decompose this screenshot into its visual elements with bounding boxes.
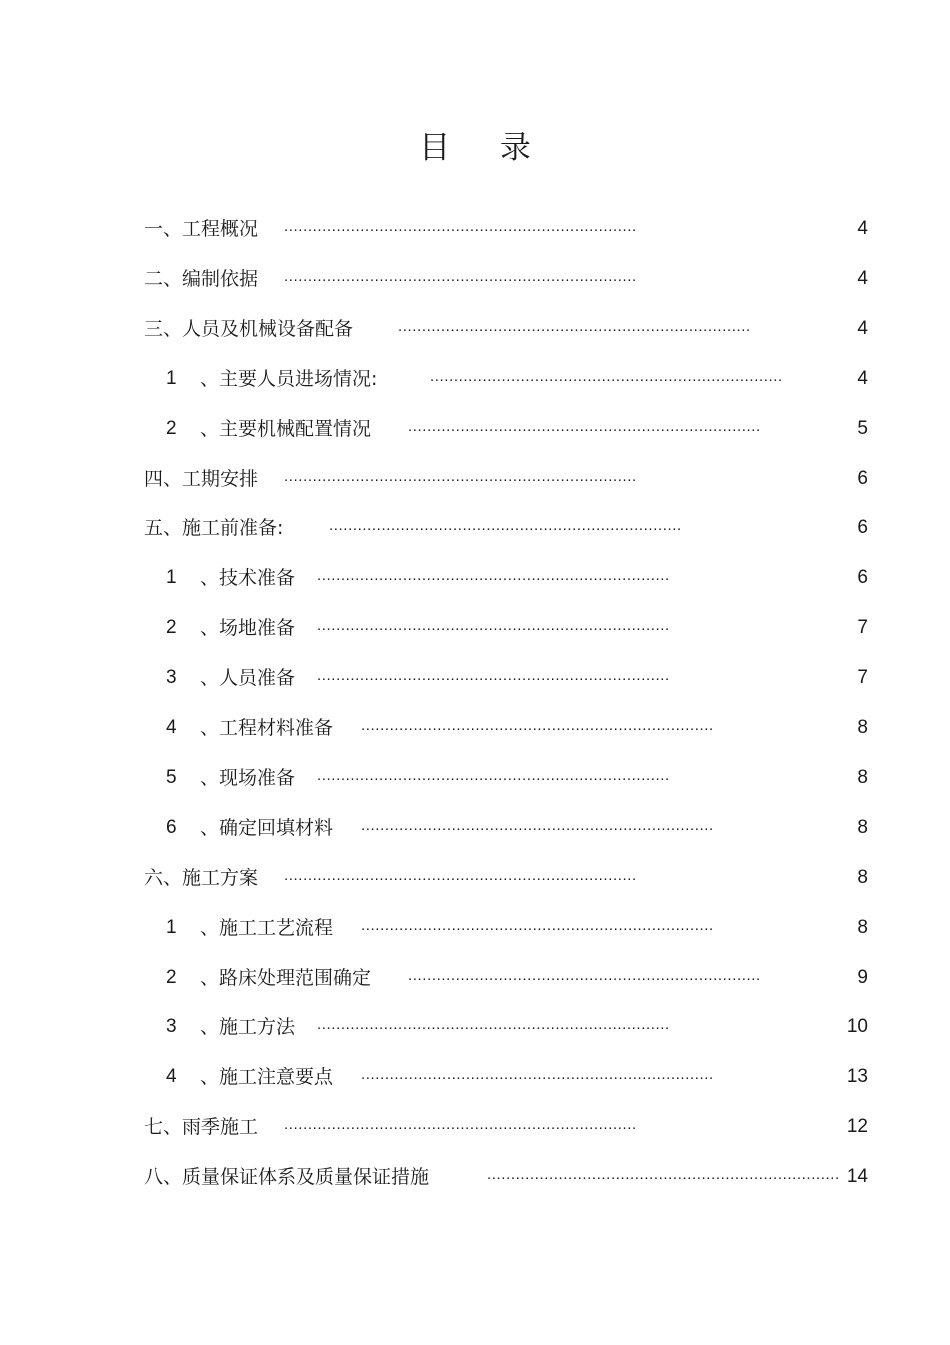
dot-leader: .......................................................................... [317, 667, 670, 684]
toc-entry-page: 8 [857, 717, 868, 738]
toc-title: 目 录 [419, 130, 551, 166]
toc-entry[interactable] [0, 763, 950, 793]
toc-entry[interactable] [0, 663, 950, 693]
dot-leader: .......................................................................... [408, 418, 761, 435]
toc-entry-page: 8 [857, 917, 868, 938]
toc-entry-page: 14 [846, 1166, 868, 1187]
toc-entry-label: 、场地准备 [200, 617, 296, 639]
toc-entry-page: 10 [846, 1016, 868, 1037]
toc-entry-page: 6 [857, 567, 868, 588]
toc-entry-label: 二、编制依据 [144, 268, 259, 290]
toc-entry-number: 3 [166, 1016, 177, 1037]
toc-entry-number: 4 [166, 717, 177, 738]
dot-leader: .......................................................................... [361, 717, 714, 734]
toc-entry-page: 6 [857, 517, 868, 538]
dot-leader: .......................................................................... [329, 517, 682, 534]
toc-entry-label: 、施工注意要点 [200, 1066, 334, 1088]
toc-entry-page: 4 [857, 318, 868, 339]
toc-entry-number: 6 [166, 817, 177, 838]
toc-entry-page: 4 [857, 268, 868, 289]
dot-leader: .......................................................................... [317, 617, 670, 634]
toc-entry-label: 六、施工方案 [144, 867, 259, 889]
dot-leader: .......................................................................... [361, 917, 714, 934]
dot-leader: .......................................................................... [361, 1066, 714, 1083]
dot-leader: .......................................................................... [284, 1116, 637, 1133]
toc-entry[interactable] [0, 314, 950, 344]
toc-entry-page: 12 [846, 1116, 868, 1137]
toc-entry-number: 4 [166, 1066, 177, 1087]
toc-entry[interactable] [0, 414, 950, 444]
toc-entry-label: 八、质量保证体系及质量保证措施 [144, 1166, 430, 1188]
dot-leader: .......................................................................... [284, 867, 637, 884]
toc-entry-page: 5 [857, 418, 868, 439]
toc-entry-number: 5 [166, 767, 177, 788]
toc-entry-page: 8 [857, 817, 868, 838]
toc-entry[interactable] [0, 613, 950, 643]
toc-entry-label: 七、雨季施工 [144, 1116, 259, 1138]
toc-entry-label: 四、工期安排 [144, 468, 259, 490]
toc-entry-number: 3 [166, 667, 177, 688]
toc-entry[interactable] [0, 1012, 950, 1042]
toc-entry[interactable] [0, 364, 950, 394]
toc-entry-number: 1 [166, 368, 177, 389]
toc-entry-page: 8 [857, 767, 868, 788]
dot-leader: .......................................................................... [430, 368, 783, 385]
dot-leader: .......................................................................... [361, 817, 714, 834]
toc-entry-number: 1 [166, 917, 177, 938]
toc-entry[interactable] [0, 713, 950, 743]
toc-entry-label: 、主要机械配置情况 [200, 418, 372, 440]
dot-leader: .......................................................................... [317, 767, 670, 784]
toc-entry-number: 2 [166, 418, 177, 439]
toc-entry[interactable] [0, 1062, 950, 1092]
toc-entry-label: 三、人员及机械设备配备 [144, 318, 354, 340]
toc-entry-number: 1 [166, 567, 177, 588]
toc-entry-page: 7 [857, 617, 868, 638]
toc-entry[interactable] [0, 214, 950, 244]
toc-entry-page: 4 [857, 218, 868, 239]
dot-leader: .......................................................................... [408, 967, 761, 984]
toc-entry[interactable] [0, 963, 950, 993]
toc-entry-label: 、确定回填材料 [200, 817, 334, 839]
toc-entry[interactable] [0, 1162, 950, 1192]
toc-entry-page: 13 [846, 1066, 868, 1087]
toc-entry-label: 一、工程概况 [144, 218, 259, 240]
toc-entry-label: 、施工工艺流程 [200, 917, 334, 939]
toc-entry-page: 9 [857, 967, 868, 988]
toc-entry-label: 、现场准备 [200, 767, 296, 789]
toc-entry-number: 2 [166, 967, 177, 988]
toc-entry-page: 4 [857, 368, 868, 389]
dot-leader: .......................................................................... [487, 1166, 840, 1183]
toc-entry[interactable] [0, 813, 950, 843]
toc-entry-label: 五、施工前准备: [144, 517, 284, 539]
toc-entry-label: 、主要人员进场情况: [200, 368, 378, 390]
toc-entry-label: 、路床处理范围确定 [200, 967, 372, 989]
toc-entry-label: 、人员准备 [200, 667, 296, 689]
toc-entry-page: 7 [857, 667, 868, 688]
toc-entry[interactable] [0, 913, 950, 943]
toc-entry-label: 、工程材料准备 [200, 717, 334, 739]
toc-entry-number: 2 [166, 617, 177, 638]
dot-leader: .......................................................................... [317, 567, 670, 584]
dot-leader: .......................................................................... [398, 318, 751, 335]
dot-leader: .......................................................................... [284, 268, 637, 285]
toc-entry-label: 、技术准备 [200, 567, 296, 589]
toc-entry[interactable] [0, 863, 950, 893]
toc-entry[interactable] [0, 513, 950, 543]
toc-entry-page: 6 [857, 468, 868, 489]
dot-leader: .......................................................................... [284, 468, 637, 485]
toc-entry[interactable] [0, 1112, 950, 1142]
toc-entry[interactable] [0, 563, 950, 593]
toc-entry[interactable] [0, 264, 950, 294]
toc-entry[interactable] [0, 464, 950, 494]
dot-leader: .......................................................................... [284, 218, 637, 235]
toc-entry-label: 、施工方法 [200, 1016, 296, 1038]
dot-leader: .......................................................................... [317, 1016, 670, 1033]
toc-entry-page: 8 [857, 867, 868, 888]
